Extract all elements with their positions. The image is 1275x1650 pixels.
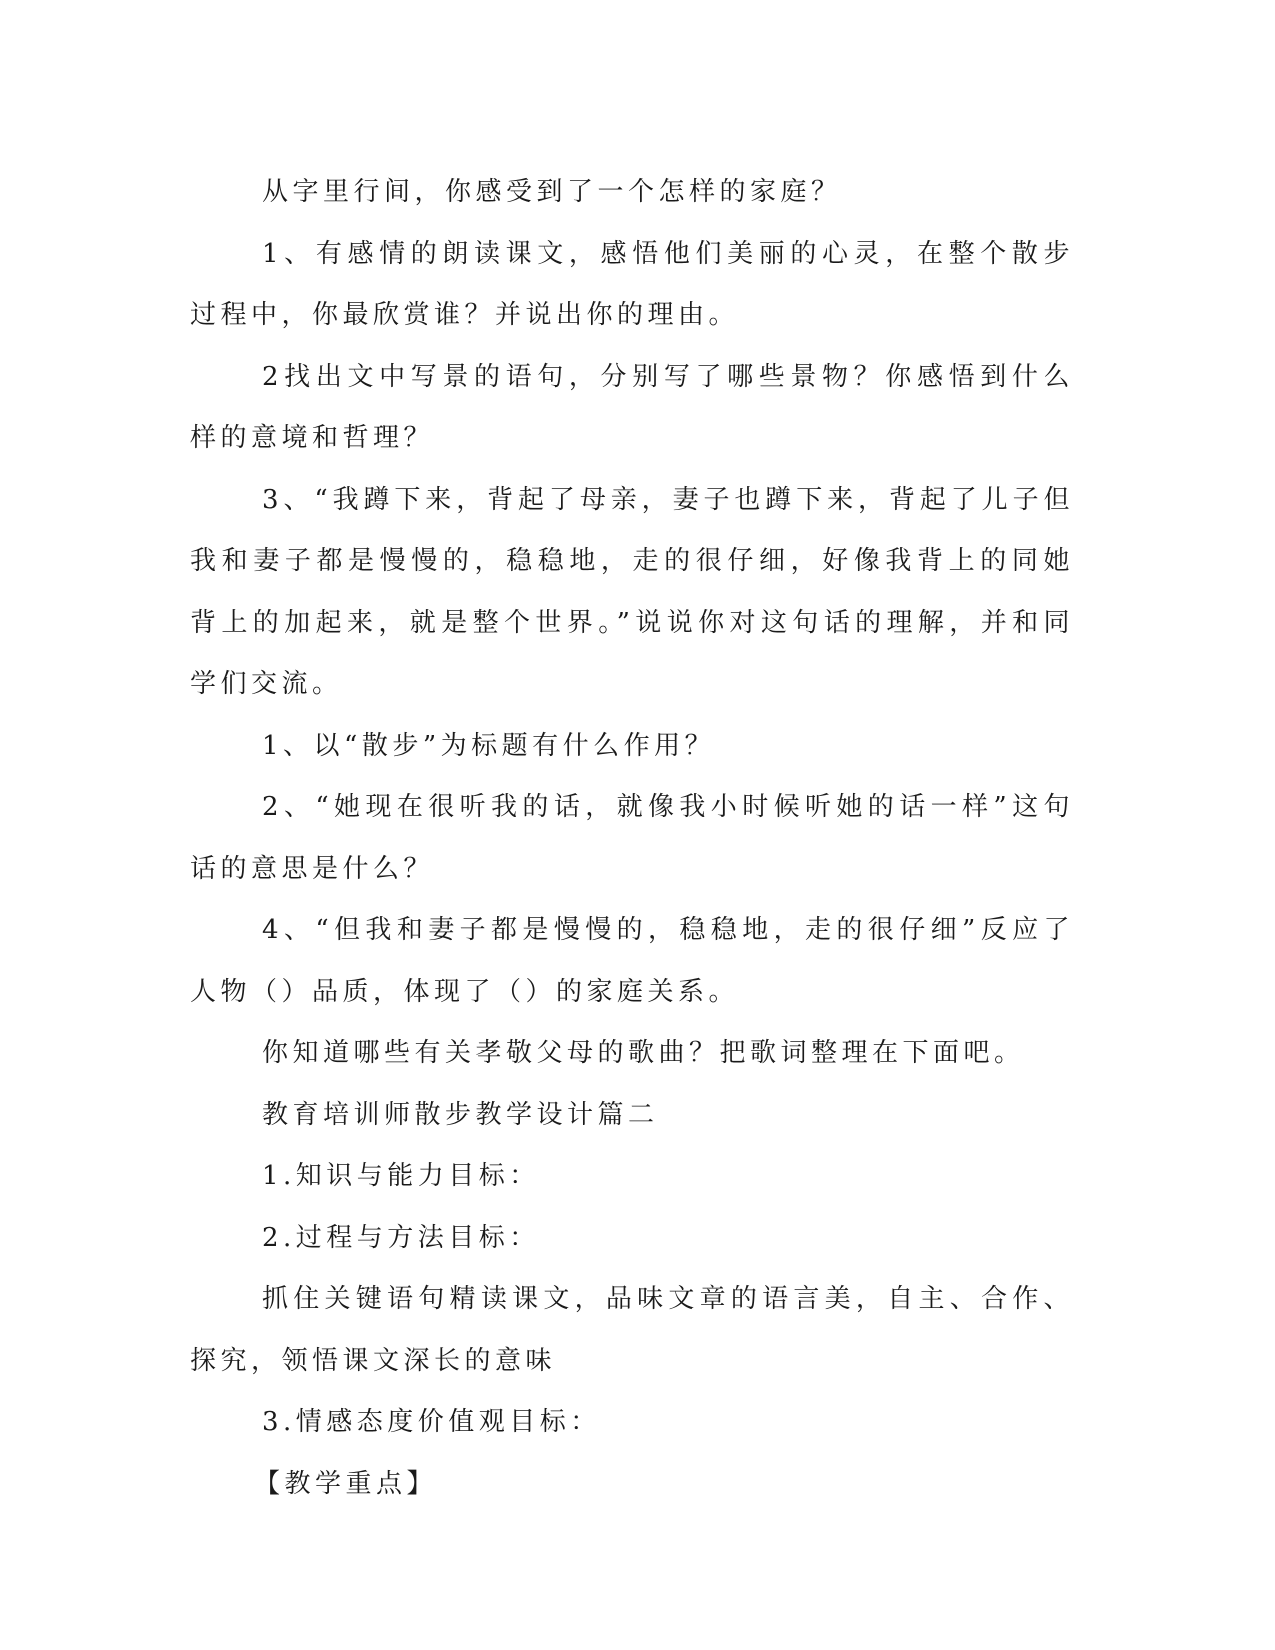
goal-emotion-values: 3.情感态度价值观目标： [262, 1407, 601, 1437]
goal-process-method: 2.过程与方法目标： [262, 1222, 540, 1253]
heading-teaching-focus: 【教学重点】 [254, 1468, 438, 1499]
paragraph-question-3-quote: 3、“我蹲下来，背起了母亲，妻子也蹲下来，背起了儿子但我和妻子都是慢慢的，稳稳地，走的很仔细，好像我背上的同她背上的加起来，就是整个世界。”说说你对这句话的理解，并和同学们交流。 [190, 484, 1074, 699]
goal-knowledge-ability: 1.知识与能力目标： [262, 1161, 540, 1191]
paragraph-question-1-reading: 1、有感情的朗读课文，感悟他们美丽的心灵，在整个散步过程中，你最欣赏谁？并说出你的理由。 [190, 238, 1074, 330]
paragraph-question-2-scenery: 2找出文中写景的语句，分别写了哪些景物？你感悟到什么样的意境和哲理？ [190, 361, 1074, 453]
paragraph-question-family: 从字里行间，你感受到了一个怎样的家庭？ [262, 177, 842, 207]
paragraph-question-4-fill-blank: 4、“但我和妻子都是慢慢的，稳稳地，走的很仔细”反应了人物（）品质，体现了（）的家庭关系。 [190, 915, 1074, 1007]
document-body [190, 162, 1074, 1515]
paragraph-question-sentence-meaning: 2、“她现在很听我的话，就像我小时候听她的话一样”这句话的意思是什么？ [190, 792, 1074, 884]
paragraph-process-method-detail: 抓住关键语句精读课文，品味文章的语言美，自主、合作、探究，领悟课文深长的意味 [190, 1284, 1074, 1376]
section-heading-part-two: 教育培训师散步教学设计篇二 [262, 1099, 659, 1130]
paragraph-question-title-role: 1、以“散步”为标题有什么作用？ [262, 730, 716, 761]
paragraph-songs: 你知道哪些有关孝敬父母的歌曲？把歌词整理在下面吧。 [262, 1038, 1025, 1068]
